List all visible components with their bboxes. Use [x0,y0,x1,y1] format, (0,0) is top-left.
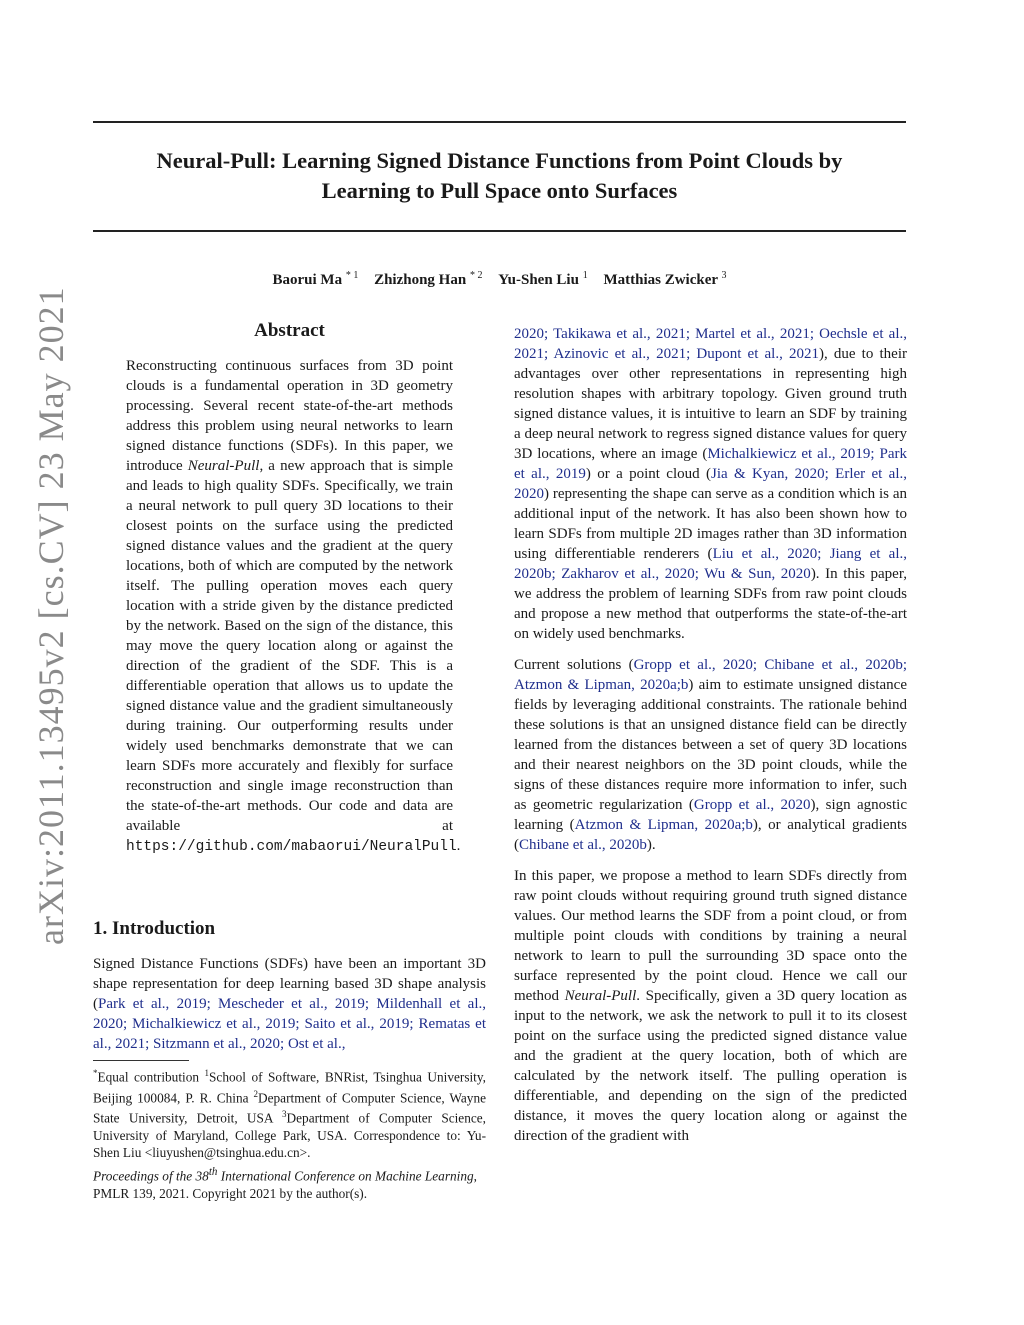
intro-paragraph [514,866,907,1146]
author-name: Yu-Shen Liu [498,272,579,288]
citation-link[interactable]: Chibane et al., 2020b [519,837,647,853]
citation-link[interactable]: 2020; Takikawa et al., 2021; Martel et al., 2021; Oechsle et al., 2021; Azinovic et al., 2021; Dupont et al., 2021 [514,326,907,362]
arxiv-watermark: arXiv:2011.13495v2 [cs.CV] 23 May 2021 [31,286,71,945]
citation-link[interactable]: Liu et al., 2020; Jiang et al., 2020b; Zakharov et al., 2020; Wu & Sun, 2020 [514,546,908,582]
abstract-text: Reconstructing continuous surfaces from 3D point clouds is a fundamental operation in 3D geometry processing. Several recent state-of-the-art methods address this problem using neural networks to learn signed distance functions (SDFs). In this paper, we introduce [126,358,453,474]
intro-text: ), or analytical gradients ( [514,817,907,853]
footnote [93,1065,486,1161]
intro-text: ) representing the shape can serve as a condition which is an additional input of the network. It has also been shown how to learn SDFs from multiple 2D images rather than 3D information using differentiable renderers ( [514,486,907,562]
author-list [93,266,906,290]
footnote-mark: * [93,1068,98,1078]
footnote-mark: 1 [204,1068,210,1078]
intro-text: ), sign agnostic learning ( [514,797,907,833]
citation-link[interactable]: Atzmon & Lipman, 2020a;b [574,817,753,833]
citation-link[interactable]: Jia & Kyan, 2020; Erler et al., 2020 [514,466,907,502]
proceedings-text: , PMLR 139, 2021. Copyright 2021 by the author(s). [93,1168,477,1201]
intro-paragraph [514,324,907,644]
paper-title [93,146,906,206]
citation-link[interactable]: Gropp et al., 2020; Chibane et al., 2020b; Atzmon & Lipman, 2020a;b [514,657,907,693]
abstract-text: . [456,838,461,854]
footnote-text: Department of Computer Science, University of Maryland, College Park, USA. Correspondence to: Yu-Shen Liu <liuyushen@tsinghua.edu.cn>. [93,1110,486,1161]
citation-link[interactable]: Michalkiewicz et al., 2019; Park et al., 2019 [514,446,908,482]
abstract-heading: Abstract [254,320,325,341]
author-name: Matthias Zwicker [603,272,718,288]
intro-text: ). [646,837,656,853]
author-affiliation-mark: * 2 [469,270,483,281]
proceedings-text: Proceedings of the 38 [93,1168,209,1184]
title-rule-bottom [93,230,906,232]
intro-text: ) or a point cloud ( [585,466,711,482]
intro-text: ) aim to estimate unsigned distance fields by leveraging additional constraints. The rationale behind these solutions is that an unsigned distance field can be directly learned from the distances between a set of query 3D locations and their nearest neighbors on the 3D point clouds, while the signs of these distances require more information to infer, such as geometric regularization ( [514,677,907,813]
intro-text: ). In this paper, we address the problem of learning SDFs from raw point clouds and propose a new method that outperforms the state-of-the-art on widely used benchmarks. [514,566,907,642]
author-affiliation-mark: * 1 [345,270,359,281]
right-column [514,324,907,1157]
author [603,272,726,288]
abstract-text: , a new approach that is simple and leads to high quality SDFs. Specifically, we train a neural network to pull query 3D locations to their closest points on the surface using the predicted signed distance values and the gradient at the query locations, both of which are computed by the network itself. The pulling operation moves each query location with a stride given by the distance predicted by the network. Based on the sign of the distance, this may move the query location along or against the direction of the gradient of the SDF. This is a differentiable operation that allows us to update the signed distance value and the gradient simultaneously during training. Our outperforming results under widely used benchmarks demonstrate that we can learn SDFs more accurately and flexibly for surface reconstruction and single image reconstruction than the state-of-the-art methods. Our code and data are available at [126,458,453,834]
proceedings-sup: th [208,1166,218,1178]
abstract-method-name: Neural-Pull [187,458,260,474]
title-rule-top [93,121,906,123]
method-name: Neural-Pull [564,988,637,1004]
footnote-mark: 2 [253,1088,259,1099]
abstract-body [126,356,461,857]
intro-text: . Specifically, given a 3D query location as input to the network, we ask the network to pull it to its closest point on the surface using the predicted signed distance value and the gradient at the query location, both of which are calculated by the network itself. The pulling operation is differentiable, and depending on the sign of the predicted distance, it moves the query location along or against the direction of the gradient with [514,988,907,1144]
footnote-text: Equal contribution [97,1069,205,1085]
proceedings-note [93,1164,486,1202]
paper-title-line-2: Learning to Pull Space onto Surfaces [321,178,678,203]
footnote-text: School of Software, BNRist, Tsinghua University, Beijing 100084, P. R. China [93,1069,486,1106]
author [498,272,588,288]
section-heading-introduction: 1. Introduction [93,918,216,939]
paper-title-line-1: Neural-Pull: Learning Signed Distance Functions from Point Clouds by [156,148,843,173]
citation-link[interactable]: Gropp et al., 2020 [693,797,811,813]
footnote-text: Department of Computer Science, Wayne State University, Detroit, USA [93,1090,487,1126]
intro-text: ), due to their advantages over other representations in representing high resolution shapes with arbitrary topology. Given ground truth signed distance values, it is intuitive to learn an SDF by training a deep neural network to regress signed distance values for query 3D locations, where an image ( [514,346,907,462]
author-name: Zhizhong Han [374,272,467,288]
code-url-link[interactable]: https://github.com/mabaorui/NeuralPull [126,839,457,855]
intro-text: Signed Distance Functions (SDFs) have been an important 3D shape representation for deep learning based 3D shape analysis ( [93,956,486,1012]
proceedings-text: International Conference on Machine Learning [217,1168,474,1184]
intro-text: Current solutions ( [514,657,634,673]
author-affiliation-mark: 1 [582,270,588,281]
citation-link[interactable]: Park et al., 2019; Mescheder et al., 2019; Mildenhall et al., 2020; Michalkiewicz et al., 2019; Saito et al., 2019; Rematas et al., 2021; Sitzmann et al., 2020; Ost et al., [93,996,486,1052]
intro-paragraph-left [93,954,486,1054]
author [272,272,358,288]
intro-text: In this paper, we propose a method to learn SDFs directly from raw point clouds without requiring ground truth signed distance values. Our method learns the SDF from a point cloud, or from multiple point clouds with conditions by training a neural network to learn to pull the surrounding 3D space onto the surface represented by the point cloud. Hence we call our method [514,868,907,1004]
author-name: Baorui Ma [272,272,343,288]
intro-paragraph [514,655,907,855]
author-affiliation-mark: 3 [721,270,727,281]
footnote-rule [93,1060,189,1061]
author [374,272,482,288]
footnote-mark: 3 [282,1109,287,1120]
